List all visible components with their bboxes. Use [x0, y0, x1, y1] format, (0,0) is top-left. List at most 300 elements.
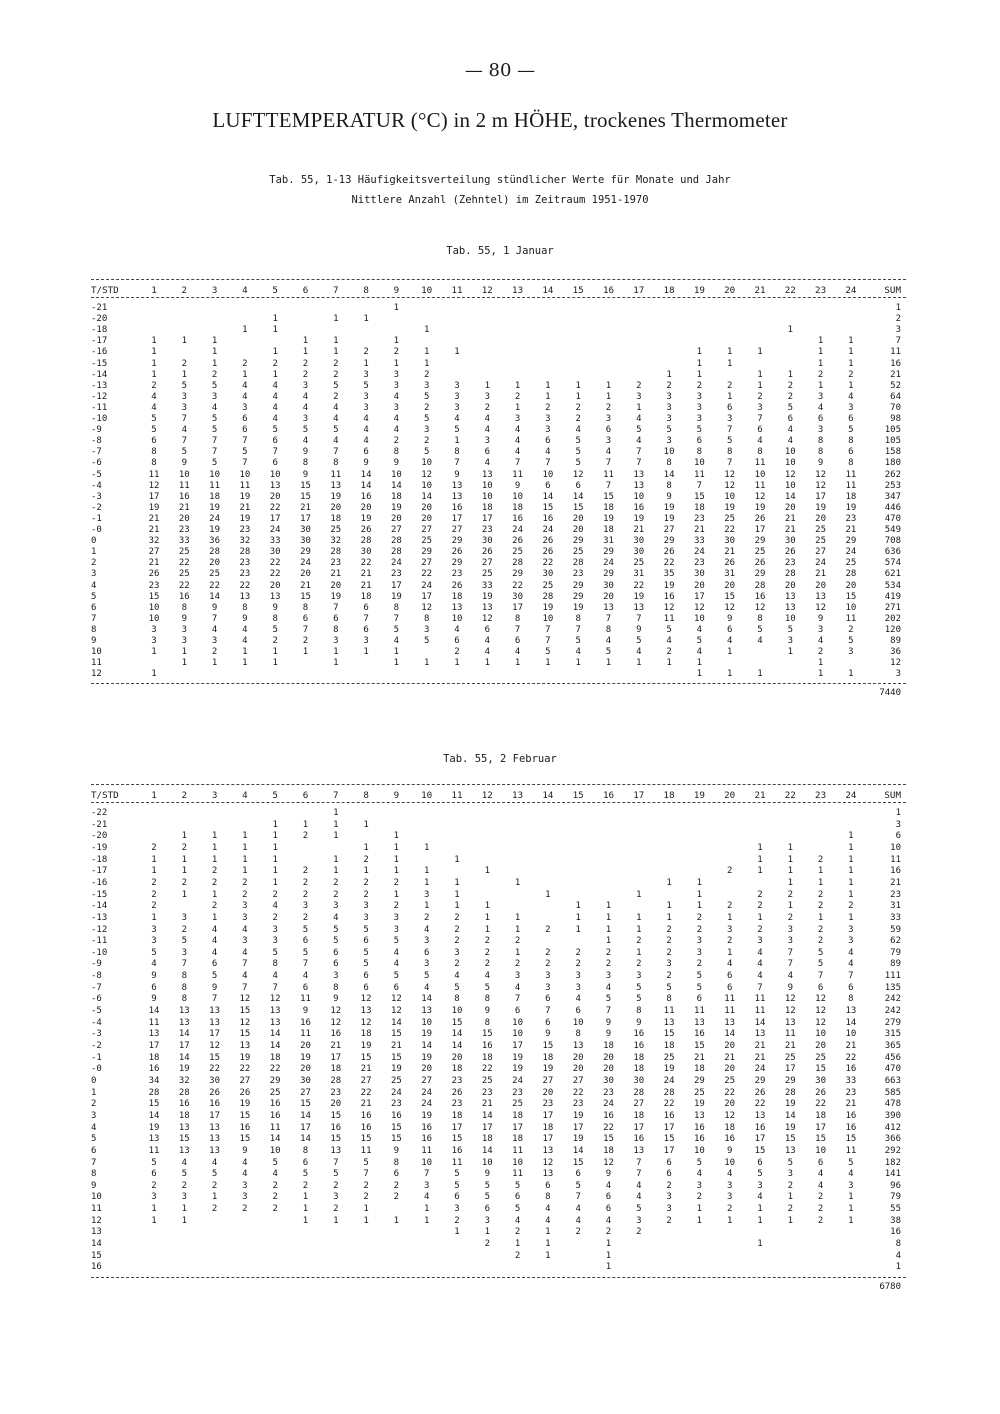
- row-value: 27: [239, 1075, 251, 1086]
- row-value: 5: [696, 636, 703, 646]
- row-value: 3: [545, 414, 551, 424]
- header-hour: 11: [451, 285, 463, 296]
- row-value: 22: [209, 580, 221, 591]
- row-value: 1: [302, 647, 309, 658]
- row-value: 5: [363, 1157, 369, 1168]
- row-temperature: 8: [91, 1169, 97, 1180]
- row-value: 19: [845, 502, 857, 513]
- row-value: 10: [784, 613, 796, 624]
- row-value: 1: [151, 912, 157, 923]
- row-sum: 279: [884, 1017, 901, 1028]
- row-value: 14: [269, 1029, 281, 1040]
- row-value: 6: [545, 436, 551, 447]
- row-value: 7: [848, 971, 854, 982]
- row-value: 23: [451, 569, 463, 580]
- row-value: 15: [845, 1134, 857, 1145]
- row-value: 1: [393, 1215, 400, 1226]
- row-value: 5: [302, 425, 309, 436]
- row-value: 17: [754, 1134, 766, 1145]
- row-value: 1: [817, 866, 824, 877]
- table-row: [91, 1099, 906, 1110]
- row-value: 19: [421, 1029, 433, 1040]
- row-value: 1: [211, 854, 218, 865]
- row-value: 11: [693, 469, 705, 480]
- row-value: 18: [451, 1064, 463, 1075]
- row-value: 18: [633, 1052, 645, 1063]
- row-value: 5: [575, 458, 581, 469]
- row-value: 11: [754, 1006, 766, 1017]
- row-value: 1: [848, 347, 854, 358]
- row-value: 21: [360, 580, 372, 591]
- row-value: 5: [636, 994, 642, 1005]
- row-value: 9: [817, 458, 824, 469]
- row-value: 8: [393, 1157, 400, 1168]
- row-value: 13: [754, 1110, 766, 1121]
- row-value: 15: [542, 502, 554, 513]
- row-value: 1: [211, 658, 218, 669]
- row-value: 30: [209, 1075, 221, 1086]
- row-value: 22: [209, 1064, 221, 1075]
- row-value: 7: [575, 624, 581, 635]
- row-value: 6: [514, 636, 521, 646]
- row-value: 5: [848, 636, 854, 646]
- row-value: 4: [757, 636, 763, 646]
- row-value: 7: [181, 414, 187, 424]
- row-value: 8: [181, 994, 187, 1005]
- row-value: 1: [757, 1215, 763, 1226]
- row-value: 16: [633, 1029, 645, 1040]
- row-value: 23: [845, 513, 857, 524]
- header-hour: 24: [845, 790, 857, 801]
- row-value: 4: [636, 436, 642, 447]
- row-value: 1: [393, 358, 400, 369]
- row-value: 13: [633, 602, 645, 613]
- row-value: 12: [815, 994, 827, 1005]
- row-value: 15: [148, 1099, 160, 1110]
- row-value: 3: [666, 402, 672, 413]
- row-value: 15: [724, 591, 736, 602]
- row-value: 13: [360, 1006, 372, 1017]
- row-value: 12: [724, 469, 736, 480]
- row-value: 23: [451, 1075, 463, 1086]
- row-value: 7: [211, 994, 218, 1005]
- row-value: 15: [209, 1052, 221, 1063]
- row-value: 27: [421, 1075, 433, 1086]
- row-value: 28: [542, 591, 554, 602]
- row-value: 3: [181, 1192, 187, 1203]
- row-value: 22: [633, 580, 645, 591]
- row-value: 4: [302, 436, 309, 447]
- row-sum: 1: [895, 808, 901, 818]
- row-value: 11: [845, 613, 857, 624]
- row-value: 19: [148, 1122, 160, 1133]
- row-value: 24: [542, 525, 554, 535]
- row-value: 13: [693, 1110, 705, 1121]
- row-value: 21: [815, 569, 827, 580]
- row-value: 9: [666, 491, 672, 502]
- row-value: 11: [754, 458, 766, 469]
- table-rule-bottom: [91, 1277, 906, 1278]
- row-sum: 3: [895, 669, 901, 680]
- row-value: 27: [421, 525, 433, 535]
- row-value: 15: [784, 1134, 796, 1145]
- row-value: 4: [242, 1169, 248, 1180]
- row-value: 4: [636, 414, 642, 424]
- row-value: 27: [421, 558, 433, 569]
- row-temperature: 11: [91, 1204, 102, 1215]
- row-value: 27: [148, 547, 160, 558]
- row-value: 22: [663, 1099, 675, 1110]
- row-value: 2: [575, 947, 581, 958]
- row-value: 6: [423, 947, 430, 958]
- row-value: 1: [726, 391, 733, 402]
- row-value: 6: [333, 613, 339, 624]
- row-value: 2: [211, 901, 218, 912]
- row-value: 1: [848, 842, 854, 853]
- row-value: 2: [423, 436, 430, 447]
- row-value: 2: [272, 1180, 278, 1191]
- row-value: 23: [693, 513, 705, 524]
- row-value: 1: [636, 912, 642, 923]
- row-value: 15: [148, 591, 160, 602]
- row-value: 11: [784, 1029, 796, 1040]
- row-value: 23: [512, 1087, 524, 1098]
- row-value: 19: [209, 525, 221, 535]
- row-value: 20: [784, 580, 796, 591]
- row-value: 1: [333, 831, 339, 842]
- row-value: 5: [423, 414, 430, 424]
- header-hour: 13: [512, 790, 524, 801]
- row-value: 20: [269, 491, 281, 502]
- row-value: 5: [151, 414, 157, 424]
- row-temperature: 12: [91, 1215, 102, 1226]
- row-value: 10: [693, 613, 705, 624]
- row-value: 26: [451, 580, 463, 591]
- row-value: 28: [330, 1075, 342, 1086]
- row-value: 5: [363, 924, 369, 935]
- row-sum: 11: [890, 854, 901, 865]
- row-value: 15: [300, 1099, 311, 1110]
- row-value: 1: [333, 658, 339, 669]
- page-title: LUFTTEMPERATUR (°C) in 2 m HÖHE, trockenes Thermometer: [212, 108, 788, 132]
- row-value: 3: [787, 1169, 793, 1180]
- row-value: 1: [484, 658, 490, 669]
- row-value: 1: [211, 358, 218, 369]
- row-value: 17: [512, 1122, 524, 1133]
- row-value: 9: [363, 458, 369, 469]
- row-sum: 347: [884, 491, 901, 502]
- row-value: 2: [454, 936, 460, 947]
- row-temperature: -18: [91, 854, 108, 865]
- row-value: 16: [421, 1134, 433, 1145]
- row-value: 9: [302, 447, 309, 458]
- row-temperature: -5: [91, 1006, 102, 1017]
- row-value: 6: [151, 982, 157, 993]
- row-value: 18: [603, 525, 614, 535]
- row-value: 14: [300, 1134, 311, 1145]
- row-value: 15: [330, 1134, 342, 1145]
- row-value: 11: [693, 1006, 705, 1017]
- row-value: 12: [239, 994, 251, 1005]
- row-value: 1: [393, 866, 400, 877]
- row-value: 19: [542, 602, 554, 613]
- row-value: 8: [393, 447, 400, 458]
- row-value: 15: [360, 1134, 372, 1145]
- row-value: 1: [181, 1215, 187, 1226]
- row-value: 9: [302, 1006, 309, 1017]
- row-value: 1: [575, 658, 581, 669]
- row-value: 4: [787, 425, 793, 436]
- row-value: 30: [300, 1075, 311, 1086]
- row-value: 8: [848, 436, 854, 447]
- header-hour: 2: [181, 790, 188, 801]
- row-value: 4: [817, 402, 824, 413]
- row-value: 1: [848, 380, 854, 391]
- row-value: 1: [181, 369, 187, 380]
- row-value: 15: [390, 1122, 402, 1133]
- row-value: 7: [514, 458, 521, 469]
- row-value: 2: [393, 1192, 400, 1203]
- row-value: 23: [390, 569, 402, 580]
- row-value: 8: [757, 447, 763, 458]
- row-value: 1: [242, 325, 248, 336]
- row-sum: 64: [890, 391, 901, 402]
- row-value: 13: [148, 1134, 160, 1145]
- row-value: 2: [817, 369, 824, 380]
- row-value: 16: [300, 1017, 311, 1028]
- row-value: 29: [663, 536, 675, 547]
- row-value: 1: [848, 866, 854, 877]
- row-value: 3: [363, 912, 369, 923]
- row-value: 7: [393, 613, 400, 624]
- row-value: 14: [390, 480, 402, 491]
- row-value: 10: [693, 458, 705, 469]
- row-value: 6: [605, 1192, 612, 1203]
- row-value: 3: [454, 380, 460, 391]
- row-value: 18: [481, 1134, 493, 1145]
- row-value: 28: [239, 547, 251, 558]
- row-value: 4: [575, 1204, 581, 1215]
- row-value: 3: [817, 624, 824, 635]
- row-value: 15: [481, 1029, 493, 1040]
- row-value: 14: [754, 1017, 766, 1028]
- row-value: 6: [151, 1169, 157, 1180]
- row-value: 9: [817, 613, 824, 624]
- row-value: 1: [333, 647, 339, 658]
- row-value: 1: [423, 901, 430, 912]
- row-value: 24: [512, 1075, 524, 1086]
- row-value: 2: [302, 369, 309, 380]
- row-value: 12: [360, 1017, 372, 1028]
- row-value: 21: [693, 1052, 705, 1063]
- row-value: 1: [454, 877, 460, 888]
- row-value: 2: [151, 1180, 157, 1191]
- row-value: 7: [636, 458, 642, 469]
- row-value: 14: [542, 491, 554, 502]
- row-sum: 253: [884, 480, 901, 491]
- row-value: 18: [633, 1110, 645, 1121]
- header-hour: 14: [542, 285, 554, 296]
- row-value: 18: [451, 591, 463, 602]
- row-value: 2: [848, 624, 854, 635]
- row-value: 3: [696, 402, 703, 413]
- row-value: 7: [242, 982, 248, 993]
- row-value: 4: [696, 1169, 703, 1180]
- row-value: 2: [211, 1180, 218, 1191]
- table-title: Tab. 55, 1 Januar: [446, 245, 554, 257]
- row-value: 6: [575, 1006, 581, 1017]
- row-temperature: -17: [91, 336, 108, 347]
- row-value: 2: [817, 854, 824, 865]
- row-value: 14: [421, 1041, 433, 1051]
- row-value: 1: [393, 658, 400, 669]
- row-value: 6: [605, 425, 612, 436]
- row-value: 4: [605, 1180, 612, 1191]
- row-value: 13: [542, 1169, 554, 1180]
- row-value: 4: [787, 971, 793, 982]
- row-value: 1: [605, 912, 612, 923]
- row-value: 12: [815, 480, 827, 491]
- row-value: 3: [151, 636, 157, 646]
- row-value: 27: [815, 547, 827, 558]
- row-value: 23: [451, 1099, 463, 1110]
- row-value: 4: [636, 647, 642, 658]
- row-temperature: -13: [91, 912, 108, 923]
- row-value: 7: [545, 458, 551, 469]
- header-hour: 14: [542, 790, 554, 801]
- row-value: 4: [423, 924, 430, 935]
- row-value: 6: [726, 982, 733, 993]
- row-value: 7: [454, 458, 460, 469]
- row-value: 9: [211, 982, 218, 993]
- row-value: 1: [787, 1192, 793, 1203]
- row-value: 7: [636, 613, 642, 624]
- row-value: 5: [423, 391, 430, 402]
- row-value: 1: [423, 658, 430, 669]
- row-value: 1: [787, 901, 793, 912]
- row-value: 19: [542, 1064, 554, 1075]
- row-value: 6: [211, 959, 218, 970]
- row-value: 20: [603, 1052, 614, 1063]
- row-value: 10: [754, 469, 766, 480]
- row-value: 15: [300, 491, 311, 502]
- row-value: 2: [272, 636, 278, 646]
- table-row: [91, 925, 906, 936]
- row-value: 2: [666, 936, 672, 947]
- row-value: 10: [784, 458, 796, 469]
- row-value: 5: [636, 1204, 642, 1215]
- row-value: 8: [272, 959, 278, 970]
- row-value: 29: [603, 547, 614, 558]
- row-value: 11: [603, 469, 614, 480]
- row-value: 7: [514, 994, 521, 1005]
- row-value: 10: [421, 1017, 433, 1028]
- row-temperature: 16: [91, 1262, 102, 1273]
- row-value: 2: [666, 924, 672, 935]
- header-hour: 15: [572, 285, 584, 296]
- table-row: [91, 1076, 906, 1087]
- row-sum: 478: [884, 1099, 901, 1110]
- row-value: 3: [181, 402, 187, 413]
- row-value: 2: [787, 391, 793, 402]
- row-value: 28: [663, 1087, 675, 1098]
- row-sum: 33: [890, 912, 901, 923]
- row-value: 30: [512, 591, 524, 602]
- row-value: 24: [300, 558, 311, 569]
- row-value: 1: [181, 1204, 187, 1215]
- row-value: 14: [572, 1145, 584, 1156]
- row-value: 18: [633, 1064, 645, 1075]
- row-sum: 182: [884, 1157, 901, 1168]
- row-value: 2: [696, 912, 703, 923]
- table-row: [91, 1134, 906, 1145]
- row-value: 1: [575, 391, 581, 402]
- row-value: 1: [272, 314, 278, 325]
- row-value: 9: [242, 613, 248, 624]
- row-value: 1: [757, 866, 763, 877]
- row-value: 28: [754, 580, 766, 591]
- row-value: 4: [272, 901, 278, 912]
- row-value: 13: [269, 591, 281, 602]
- row-value: 2: [423, 369, 430, 380]
- row-value: 22: [239, 580, 251, 591]
- table-total: 6780: [879, 1282, 901, 1292]
- row-sum: 663: [884, 1075, 901, 1086]
- row-value: 16: [269, 1110, 281, 1121]
- header-hour: 6: [302, 285, 309, 296]
- row-value: 13: [633, 1145, 645, 1156]
- row-value: 1: [423, 325, 430, 336]
- row-value: 11: [845, 469, 857, 480]
- row-value: 1: [726, 347, 733, 358]
- header-hour: 8: [363, 285, 369, 296]
- row-value: 11: [663, 1006, 675, 1017]
- header-hour: 2: [181, 285, 188, 296]
- row-value: 5: [636, 982, 642, 993]
- row-value: 1: [696, 877, 703, 888]
- row-value: 2: [726, 380, 733, 391]
- row-sum: 6: [895, 831, 901, 842]
- row-value: 16: [360, 1110, 372, 1121]
- row-value: 26: [360, 525, 372, 535]
- row-value: 8: [484, 1017, 490, 1028]
- row-sum: 202: [884, 613, 901, 624]
- header-hour: 9: [393, 285, 400, 296]
- row-temperature: -20: [91, 831, 108, 842]
- row-value: 8: [817, 436, 824, 447]
- row-value: 2: [302, 866, 309, 877]
- row-value: 5: [605, 647, 612, 658]
- row-value: 10: [481, 480, 493, 491]
- header-hour: 20: [724, 790, 736, 801]
- row-value: 16: [845, 1064, 857, 1075]
- row-value: 7: [605, 480, 612, 491]
- header-hour: 16: [602, 285, 615, 296]
- row-value: 1: [272, 658, 278, 669]
- row-value: 21: [845, 1099, 857, 1110]
- row-value: 14: [481, 1110, 493, 1121]
- row-value: 20: [269, 580, 281, 591]
- row-value: 5: [302, 1169, 309, 1180]
- table-row: [91, 878, 906, 889]
- row-value: 14: [421, 994, 433, 1005]
- row-value: 5: [696, 1157, 703, 1168]
- row-value: 12: [724, 1110, 736, 1121]
- row-sum: 621: [884, 569, 901, 580]
- row-sum: 708: [884, 536, 901, 547]
- row-value: 5: [666, 425, 672, 436]
- row-value: 19: [239, 491, 251, 502]
